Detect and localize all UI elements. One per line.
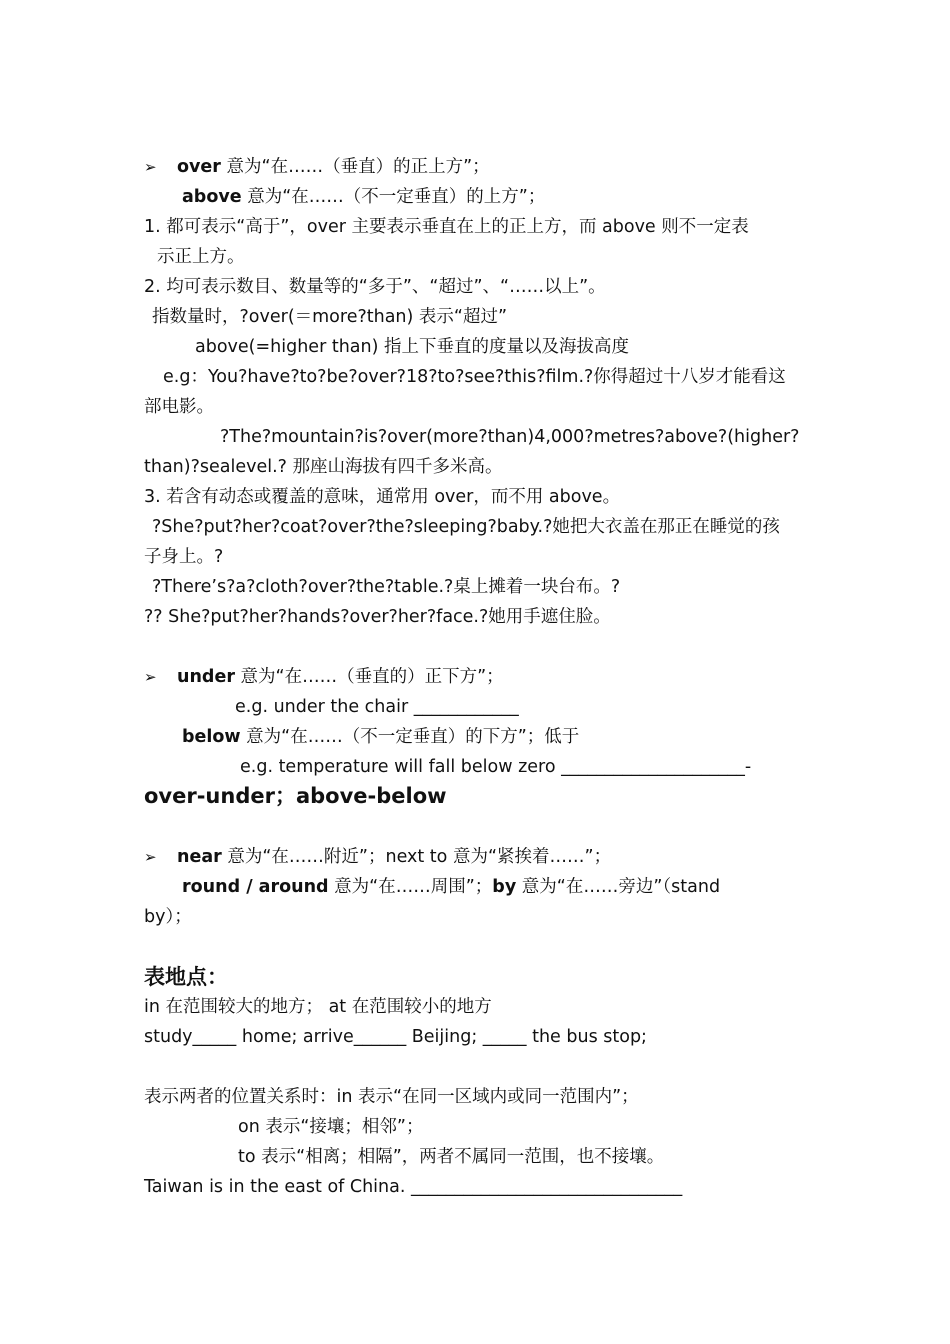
- example-1-line-1: e.g：You?have?to?be?over?18?to?see?this?film.?你得超过十八岁才能看这: [163, 367, 786, 387]
- relation-to-line: to 表示“相离；相隔”，两者不属同一范围，也不接壤。: [238, 1147, 665, 1167]
- taiwan-exercise-line: Taiwan is in the east of China. _______________________________: [144, 1177, 683, 1197]
- by-definition-tail: by）；: [144, 907, 192, 927]
- point-2-line: 2. 均可表示数目、数量等的“多于”、“超过”、“……以上”。: [144, 277, 606, 297]
- relation-in-line: 表示两者的位置关系时：in 表示“在同一区域内或同一范围内”；: [144, 1087, 639, 1107]
- by-definition: 意为“在……旁边”（stand: [516, 877, 721, 897]
- bullet-arrow-icon: ➢: [144, 158, 157, 176]
- point-1-line-1: 1. 都可表示“高于”，over 主要表示垂直在上的正上方，而 above 则不一定表: [144, 217, 749, 237]
- over-definition: 意为“在……（垂直）的正上方”；: [220, 157, 490, 177]
- near-definition-line: [144, 842, 611, 872]
- under-definition: 意为“在……（垂直的）正下方”；: [234, 667, 504, 687]
- example-3-line-1: ?She?put?her?coat?over?the?sleeping?baby.?她把大衣盖在那正在睡觉的孩: [152, 517, 780, 537]
- point-1-line-2: 示正上方。: [157, 247, 245, 267]
- example-2-line-1: ?The?mountain?is?over(more?than)4,000?metres?above?(higher?: [220, 427, 800, 447]
- bullet-arrow-icon: ➢: [144, 668, 157, 686]
- bullet-arrow-icon: ➢: [144, 848, 157, 866]
- point-3-line: 3. 若含有动态或覆盖的意味，通常用 over，而不用 above。: [144, 487, 621, 507]
- keyword-below: below: [182, 727, 241, 747]
- point-2a-line: 指数量时，?over(＝more?than) 表示“超过”: [152, 307, 508, 327]
- keyword-near: near: [177, 847, 222, 867]
- example-5-line: ?? She?put?her?hands?over?her?face.?她用手遮住脸。: [144, 607, 611, 627]
- above-definition: 意为“在……（不一定垂直）的上方”；: [241, 187, 546, 207]
- in-at-line: in 在范围较大的地方； at 在范围较小的地方: [144, 997, 492, 1017]
- example-4-line: ?There’s?a?cloth?over?the?table.?桌上摊着一块台布。?: [152, 577, 621, 597]
- over-under-heading: over-under；above-below: [144, 784, 447, 808]
- under-example-line: e.g. under the chair ____________: [235, 697, 519, 717]
- below-definition: 意为“在……（不一定垂直）的下方”；低于: [240, 727, 580, 747]
- example-1-line-2: 部电影。: [144, 397, 214, 417]
- keyword-over: over: [177, 157, 221, 177]
- below-example-line: e.g. temperature will fall below zero _____________________-: [240, 757, 752, 777]
- keyword-under: under: [177, 667, 235, 687]
- place-heading: 表地点：: [144, 965, 228, 989]
- below-definition-line: [182, 722, 579, 752]
- near-definition: 意为“在……附近”；next to 意为“紧挨着……”；: [221, 847, 612, 867]
- example-3-line-2: 子身上。?: [144, 547, 224, 567]
- keyword-round-around: round / around: [182, 877, 329, 897]
- example-2-line-2: than)?sealevel.? 那座山海拔有四千多米高。: [144, 457, 503, 477]
- above-definition-line: [182, 182, 545, 212]
- over-definition-line: [144, 152, 490, 182]
- keyword-by: by: [492, 877, 517, 897]
- fill-blank-exercise-line: study_____ home; arrive______ Beijing; _____ the bus stop;: [144, 1027, 647, 1047]
- point-2b-line: above(=higher than) 指上下垂直的度量以及海拔高度: [195, 337, 629, 357]
- round-by-definition-line: [182, 872, 720, 902]
- keyword-above: above: [182, 187, 242, 207]
- relation-on-line: on 表示“接壤；相邻”；: [238, 1117, 424, 1137]
- under-definition-line: [144, 662, 504, 692]
- round-definition: 意为“在……周围”；: [328, 877, 493, 897]
